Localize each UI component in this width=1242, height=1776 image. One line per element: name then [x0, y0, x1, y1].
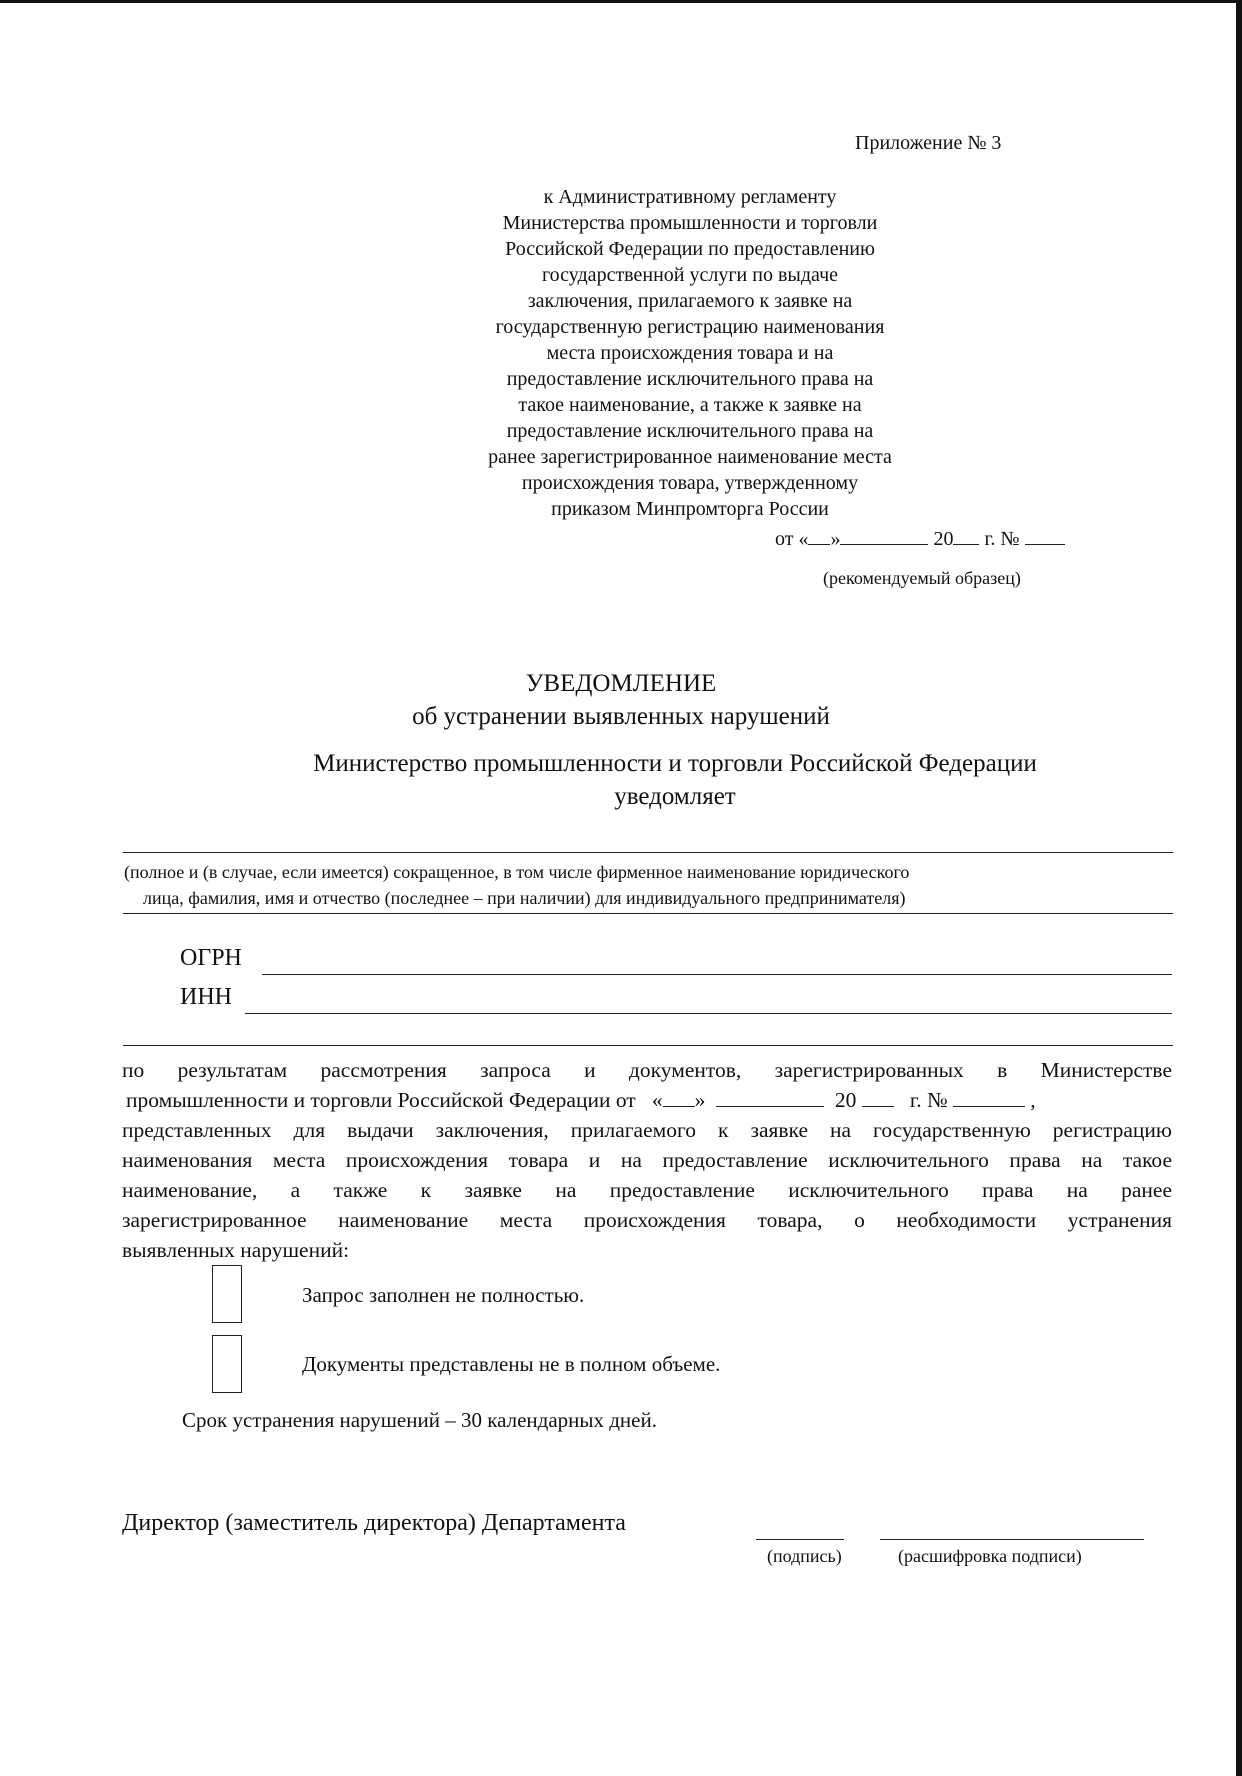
- appendix-order-line: [775, 526, 1065, 551]
- registration-number-label: г. №: [909, 1088, 948, 1112]
- ogrn-label: ОГРН: [180, 945, 242, 971]
- applicant-caption-line-1: (полное и (в случае, если имеется) сокращенное, в том числе фирменное наименование юридического: [124, 862, 910, 882]
- document-subtitle: об устранении выявленных нарушений: [412, 703, 830, 730]
- body-line-5: наименование, а также к заявке на предоставление исключительного права на ранее: [122, 1178, 1172, 1202]
- body-line-7: выявленных нарушений:: [122, 1238, 350, 1262]
- body-line-6: зарегистрированное наименование места происхождения товара, о необходимости устранения: [122, 1208, 1172, 1232]
- applicant-name-line[interactable]: [123, 852, 1173, 853]
- comma: ,: [1030, 1088, 1036, 1112]
- appendix-line: места происхождения товара и на: [546, 342, 834, 364]
- applicant-name-line-2[interactable]: [123, 913, 1173, 914]
- body-line-2: [126, 1088, 1176, 1113]
- order-year-prefix: 20: [933, 528, 954, 550]
- appendix-line: заключения, прилагаемого к заявке на: [527, 290, 853, 312]
- recommended-sample-note: (рекомендуемый образец): [823, 568, 1021, 588]
- signature-decode-caption: (расшифровка подписи): [898, 1546, 1082, 1566]
- appendix-line: происхождения товара, утвержденному: [521, 472, 859, 494]
- appendix-line: ранее зарегистрированное наименование места: [488, 446, 892, 468]
- document-title: УВЕДОМЛЕНИЕ: [525, 670, 717, 697]
- registration-year-blank[interactable]: [862, 1088, 894, 1107]
- order-number-label: г. №: [984, 528, 1020, 550]
- appendix-line: предоставление исключительного права на: [506, 368, 874, 390]
- date-quote-close: »: [694, 1088, 706, 1112]
- registration-month-blank[interactable]: [716, 1088, 824, 1107]
- separator-line: [123, 1045, 1173, 1046]
- order-number-blank[interactable]: [1025, 526, 1065, 545]
- order-month-blank[interactable]: [840, 526, 928, 545]
- ogrn-field[interactable]: [262, 974, 1172, 975]
- appendix-line: Министерства промышленности и торговли: [502, 212, 878, 234]
- registration-year-prefix: 20: [834, 1088, 857, 1112]
- notifies-label: уведомляет: [614, 783, 736, 810]
- appendix-line: приказом Минпромторга России: [551, 498, 829, 520]
- order-day-blank[interactable]: [808, 526, 830, 545]
- checklist-label-documents-incomplete: Документы представлены не в полном объеме.: [302, 1352, 721, 1376]
- inn-label: ИНН: [180, 984, 232, 1010]
- scan-edge-top: [0, 0, 1242, 3]
- checklist-label-request-incomplete: Запрос заполнен не полностью.: [302, 1283, 585, 1307]
- checkbox-request-incomplete[interactable]: [212, 1265, 242, 1323]
- signature-caption: (подпись): [767, 1546, 842, 1566]
- appendix-line: государственной услуги по выдаче: [541, 264, 839, 286]
- body-line-4: наименования места происхождения товара и на предоставление исключительного права на такое: [122, 1148, 1172, 1172]
- appendix-title: Приложение № 3: [855, 132, 1002, 154]
- body-line-3: представленных для выдачи заключения, прилагаемого к заявке на государственную регистрацию: [122, 1118, 1172, 1142]
- deadline-text: Срок устранения нарушений – 30 календарных дней.: [182, 1408, 657, 1432]
- signature-line[interactable]: [756, 1539, 844, 1540]
- registration-day-blank[interactable]: [663, 1088, 695, 1107]
- signature-title: Директор (заместитель директора) Департамента: [122, 1510, 626, 1536]
- body-line-1: по результатам рассмотрения запроса и документов, зарегистрированных в Министерстве: [122, 1058, 1172, 1082]
- appendix-line: государственную регистрацию наименования: [495, 316, 885, 338]
- appendix-line: к Административному регламенту: [543, 186, 837, 208]
- registration-number-blank[interactable]: [953, 1088, 1025, 1107]
- appendix-line: Российской Федерации по предоставлению: [505, 238, 875, 260]
- appendix-line: предоставление исключительного права на: [506, 420, 874, 442]
- order-from-label: от «: [775, 528, 809, 550]
- inn-field[interactable]: [245, 1013, 1172, 1014]
- checkbox-documents-incomplete[interactable]: [212, 1335, 242, 1393]
- date-quote-open: «: [651, 1088, 663, 1112]
- appendix-line: такое наименование, а также к заявке на: [518, 394, 862, 416]
- ministry-name: Министерство промышленности и торговли Российской Федерации: [313, 750, 1037, 777]
- signature-decode-line[interactable]: [880, 1539, 1144, 1540]
- order-year-blank[interactable]: [953, 526, 979, 545]
- order-quote: »: [830, 528, 841, 550]
- body-line-2-text: промышленности и торговли Российской Федерации от: [126, 1088, 636, 1112]
- applicant-caption-line-2: лица, фамилия, имя и отчество (последнее – при наличии) для индивидуального предпринимателя): [143, 888, 906, 908]
- scan-edge-right: [1236, 0, 1242, 1776]
